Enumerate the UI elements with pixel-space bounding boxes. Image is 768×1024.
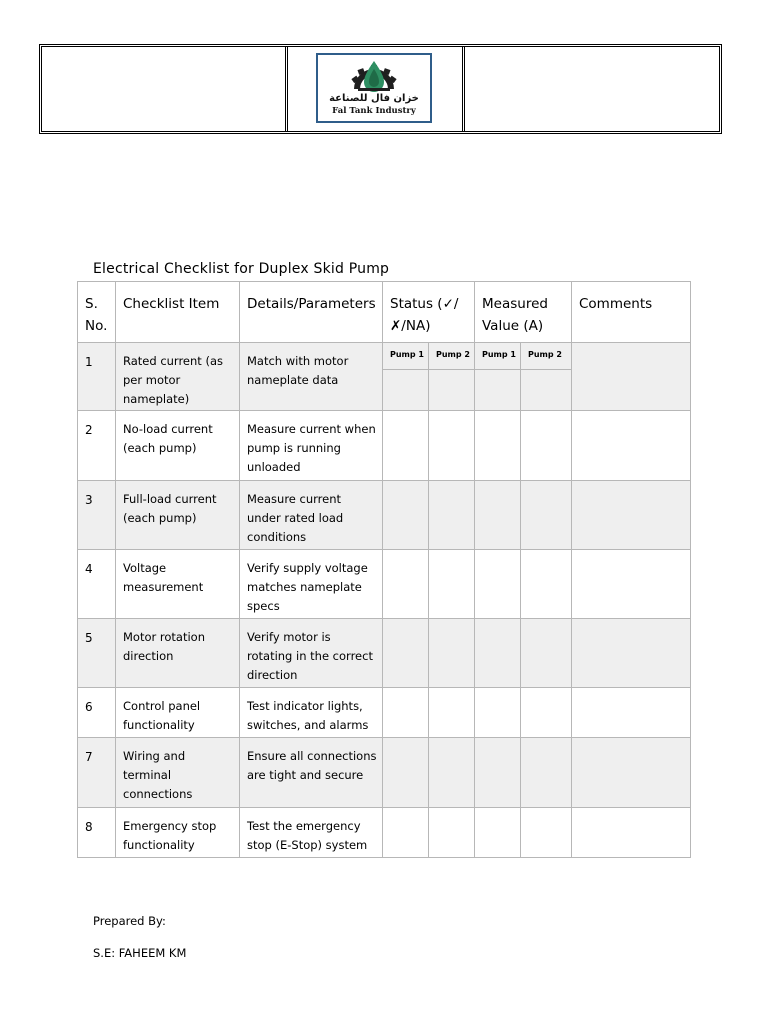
- header-sno: S. No.: [78, 282, 116, 343]
- status-pump2-cell[interactable]: [429, 688, 475, 738]
- status-pump2-cell[interactable]: [429, 550, 475, 619]
- measured-pump2-cell[interactable]: [521, 619, 572, 688]
- row-details: Verify motor is rotating in the correct direction: [240, 619, 383, 688]
- row-details: Test indicator lights, switches, and alarms: [240, 688, 383, 738]
- row-details: Ensure all connections are tight and secure: [240, 738, 383, 808]
- row-checklist-item: Control panel functionality: [116, 688, 240, 738]
- status-pump1-cell[interactable]: [383, 688, 429, 738]
- row-checklist-item: Full-load current (each pump): [116, 481, 240, 550]
- header-status: Status (✓/✗/NA): [383, 282, 475, 343]
- measured-pump1-cell[interactable]: [475, 688, 521, 738]
- table-header-row: [78, 282, 691, 343]
- row-details: Measure current when pump is running unloaded: [240, 411, 383, 481]
- measured-pump1-cell[interactable]: [475, 550, 521, 619]
- row-sno: 2: [78, 411, 116, 481]
- table-row: [78, 619, 691, 688]
- measured-pump2-cell[interactable]: [521, 343, 572, 411]
- row-sno: 8: [78, 808, 116, 858]
- status-pump2-cell[interactable]: [429, 738, 475, 808]
- row-sno: 4: [78, 550, 116, 619]
- table-row: [78, 343, 691, 411]
- table-row: [78, 738, 691, 808]
- status-pump1-cell[interactable]: [383, 808, 429, 858]
- subheader-measured-pump1: Pump 1: [475, 343, 520, 370]
- prepared-by-label: Prepared By:: [93, 914, 166, 928]
- document-title: Electrical Checklist for Duplex Skid Pump: [93, 261, 390, 277]
- row-details: Match with motor nameplate data: [240, 343, 383, 411]
- status-pump2-cell[interactable]: [429, 619, 475, 688]
- logo-arabic-text: خزان فال للصناعة: [329, 93, 419, 104]
- row-comments-cell[interactable]: [572, 343, 691, 411]
- row-checklist-item: Motor rotation direction: [116, 619, 240, 688]
- measured-pump2-cell[interactable]: [521, 738, 572, 808]
- electrical-checklist-table: [77, 281, 691, 858]
- status-pump1-cell[interactable]: [383, 411, 429, 481]
- header-cell-logo: [288, 47, 465, 131]
- subheader-status-pump2: Pump 2: [429, 343, 474, 370]
- table-row: [78, 550, 691, 619]
- status-pump2-cell[interactable]: [429, 411, 475, 481]
- measured-pump1-cell[interactable]: [475, 481, 521, 550]
- table-row: [78, 688, 691, 738]
- row-details: Measure current under rated load conditions: [240, 481, 383, 550]
- status-pump2-cell[interactable]: [429, 343, 475, 411]
- measured-pump2-cell[interactable]: [521, 481, 572, 550]
- status-pump1-cell[interactable]: [383, 619, 429, 688]
- measured-pump2-cell[interactable]: [521, 550, 572, 619]
- header-cell-right: [465, 47, 719, 131]
- row-comments-cell[interactable]: [572, 688, 691, 738]
- row-sno: 3: [78, 481, 116, 550]
- status-pump2-cell[interactable]: [429, 481, 475, 550]
- measured-pump2-cell[interactable]: [521, 808, 572, 858]
- status-pump1-cell[interactable]: [383, 481, 429, 550]
- row-comments-cell[interactable]: [572, 619, 691, 688]
- table-row: [78, 808, 691, 858]
- row-comments-cell[interactable]: [572, 550, 691, 619]
- row-sno: 5: [78, 619, 116, 688]
- header-comments: Comments: [572, 282, 691, 343]
- subheader-status-pump1: Pump 1: [383, 343, 428, 370]
- logo-english-text: Fal Tank Industry: [332, 106, 416, 116]
- row-checklist-item: Rated current (as per motor nameplate): [116, 343, 240, 411]
- status-pump1-cell[interactable]: [383, 738, 429, 808]
- row-checklist-item: No-load current (each pump): [116, 411, 240, 481]
- row-details: Test the emergency stop (E-Stop) system: [240, 808, 383, 858]
- row-comments-cell[interactable]: [572, 411, 691, 481]
- measured-pump1-cell[interactable]: [475, 619, 521, 688]
- measured-pump1-cell[interactable]: [475, 738, 521, 808]
- preparer-name: S.E: FAHEEM KM: [93, 946, 187, 960]
- row-comments-cell[interactable]: [572, 481, 691, 550]
- company-logo: [316, 53, 432, 123]
- measured-pump2-cell[interactable]: [521, 411, 572, 481]
- row-details: Verify supply voltage matches nameplate specs: [240, 550, 383, 619]
- measured-pump1-cell[interactable]: [475, 411, 521, 481]
- table-row: [78, 481, 691, 550]
- status-pump1-cell[interactable]: [383, 343, 429, 411]
- header-checklist-item: Checklist Item: [116, 282, 240, 343]
- header-measured-value: Measured Value (A): [475, 282, 572, 343]
- header-details: Details/Parameters: [240, 282, 383, 343]
- measured-pump2-cell[interactable]: [521, 688, 572, 738]
- row-sno: 1: [78, 343, 116, 411]
- row-sno: 7: [78, 738, 116, 808]
- table-row: [78, 411, 691, 481]
- row-comments-cell[interactable]: [572, 808, 691, 858]
- measured-pump1-cell[interactable]: [475, 808, 521, 858]
- row-checklist-item: Emergency stop functionality: [116, 808, 240, 858]
- subheader-measured-pump2: Pump 2: [521, 343, 571, 370]
- status-pump1-cell[interactable]: [383, 550, 429, 619]
- row-checklist-item: Voltage measurement: [116, 550, 240, 619]
- row-comments-cell[interactable]: [572, 738, 691, 808]
- header-cell-left: [42, 47, 288, 131]
- row-checklist-item: Wiring and terminal connections: [116, 738, 240, 808]
- measured-pump1-cell[interactable]: [475, 343, 521, 411]
- row-sno: 6: [78, 688, 116, 738]
- document-header: [39, 44, 722, 134]
- status-pump2-cell[interactable]: [429, 808, 475, 858]
- logo-emblem-icon: [318, 55, 430, 95]
